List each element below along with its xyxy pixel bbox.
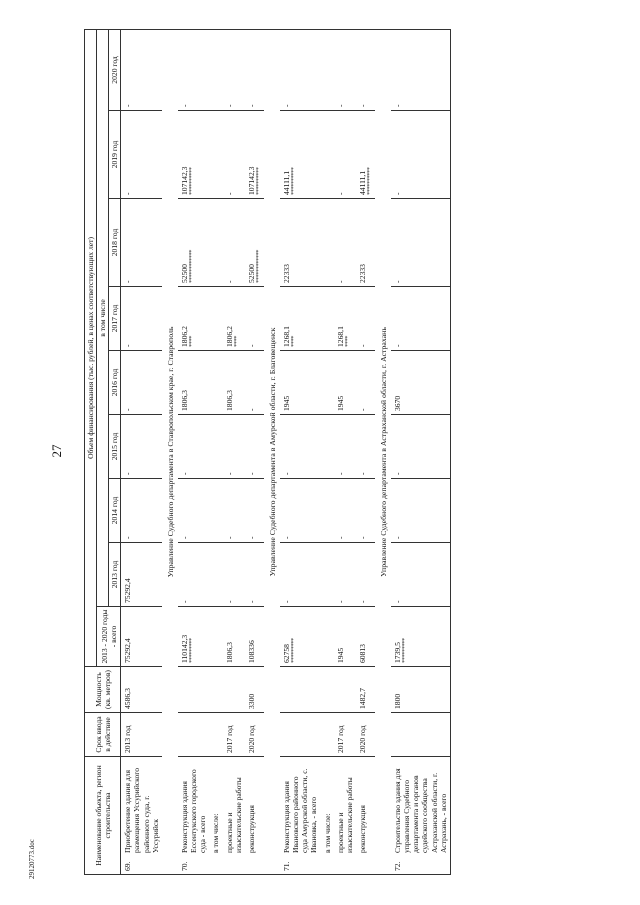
table-row xyxy=(334,29,356,874)
object-name-cell xyxy=(223,757,245,875)
year-cell-value: 52500 xyxy=(180,264,190,283)
year-cell xyxy=(356,111,375,199)
total-cell xyxy=(178,607,209,667)
object-name-cell xyxy=(280,757,320,875)
year-cell xyxy=(121,479,162,543)
year-cell xyxy=(209,287,222,351)
year-cell-value: - xyxy=(224,104,234,107)
capacity-cell xyxy=(223,667,245,713)
table-row xyxy=(321,29,334,874)
object-name-cell xyxy=(321,757,334,875)
year-cell xyxy=(280,287,320,351)
table-header xyxy=(85,29,121,874)
department-title: Управление Судебного департамента в Ставропольском крае, г. Ставрополь xyxy=(162,29,178,874)
year-cell-value: - xyxy=(393,600,403,603)
year-cell xyxy=(209,111,222,199)
year-cell xyxy=(334,199,356,287)
year-cell xyxy=(245,111,264,199)
year-cell xyxy=(356,543,375,607)
year-cell xyxy=(178,415,209,479)
year-cell-value: - xyxy=(335,472,345,475)
year-cell xyxy=(391,287,450,351)
year-cell-value: - xyxy=(393,344,403,347)
object-name-cell xyxy=(121,757,162,875)
rotated-sheet xyxy=(84,30,639,875)
year-cell xyxy=(245,543,264,607)
year-cell xyxy=(223,479,245,543)
year-cell xyxy=(321,287,334,351)
total-cell-stars: ********* xyxy=(401,638,409,663)
table-row xyxy=(121,29,162,874)
year-cell-value: - xyxy=(393,104,403,107)
year-cell xyxy=(223,287,245,351)
capacity-cell xyxy=(321,667,334,713)
capacity-cell: 1482,7 xyxy=(356,667,375,713)
year-cell xyxy=(334,415,356,479)
year-cell-value: 107142,3 xyxy=(180,166,190,195)
year-cell-value: - xyxy=(246,472,256,475)
capacity-cell xyxy=(178,667,209,713)
total-cell-value: 1739,5 xyxy=(393,642,403,663)
year-cell-value: - xyxy=(357,408,367,411)
year-cell-value: - xyxy=(357,600,367,603)
year-cell xyxy=(245,199,264,287)
year-cell-value: - xyxy=(123,104,133,107)
year-cell xyxy=(321,199,334,287)
total-cell-stars: ********* xyxy=(188,638,196,663)
year-cell-value: - xyxy=(224,192,234,195)
total-cell-value: 60813 xyxy=(357,644,367,663)
header-total: 2013 - 2020 годы - всего xyxy=(97,607,121,667)
year-cell-value: 107142,3 xyxy=(246,166,256,195)
year-cell xyxy=(321,415,334,479)
object-name-cell xyxy=(356,757,375,875)
year-cell-value: 1806,2 xyxy=(224,326,234,347)
table-row xyxy=(209,29,222,874)
year-cell-value: - xyxy=(246,104,256,107)
year-cell-value: - xyxy=(180,600,190,603)
header-year: 2016 год xyxy=(109,351,121,415)
object-name: реконструкция xyxy=(357,805,367,853)
year-cell-value: - xyxy=(393,536,403,539)
year-cell xyxy=(356,29,375,110)
year-cell xyxy=(178,199,209,287)
header-year: 2017 год xyxy=(109,287,121,351)
year-cell xyxy=(391,111,450,199)
deadline-cell: 2017 год xyxy=(334,713,356,757)
row-number: 69. xyxy=(123,861,133,871)
table-row xyxy=(356,29,375,874)
year-cell-value: 52500 xyxy=(246,264,256,283)
department-title: Управление Судебного департамента в Астраханской области, г. Астрахань xyxy=(375,29,391,874)
deadline-cell xyxy=(178,713,209,757)
total-cell-value: 75292,4 xyxy=(123,638,133,663)
page-number: 27 xyxy=(49,444,64,458)
total-cell xyxy=(391,607,450,667)
year-cell xyxy=(121,111,162,199)
object-name-cell xyxy=(391,757,450,875)
department-row xyxy=(264,29,280,874)
year-cell xyxy=(223,415,245,479)
year-cell-value: - xyxy=(335,600,345,603)
year-cell xyxy=(178,287,209,351)
year-cell-value: 1806,2 xyxy=(180,326,190,347)
year-cell-value: 75292,4 xyxy=(123,578,133,603)
table-row xyxy=(223,29,245,874)
total-cell xyxy=(121,607,162,667)
total-cell-value: 62758 xyxy=(282,644,292,663)
table-body xyxy=(121,29,450,874)
year-cell-value: - xyxy=(123,536,133,539)
year-cell-value: - xyxy=(335,104,345,107)
year-cell xyxy=(334,543,356,607)
total-cell xyxy=(356,607,375,667)
year-cell-value: - xyxy=(123,192,133,195)
year-cell-stars: ************ xyxy=(254,250,262,283)
year-cell-value: - xyxy=(123,344,133,347)
deadline-cell: 2017 год xyxy=(223,713,245,757)
year-cell xyxy=(209,351,222,415)
year-cell-value: - xyxy=(282,600,292,603)
document-code: 29120773.doc xyxy=(28,839,36,879)
year-cell-value: - xyxy=(282,472,292,475)
year-cell-stars: **** xyxy=(188,336,196,347)
year-cell xyxy=(391,543,450,607)
year-cell xyxy=(178,29,209,110)
year-cell-stars: ********** xyxy=(254,167,262,195)
capacity-cell: 1800 xyxy=(391,667,450,713)
object-name-cell xyxy=(334,757,356,875)
year-cell-value: 22333 xyxy=(357,264,367,283)
year-cell xyxy=(223,543,245,607)
total-cell xyxy=(321,607,334,667)
total-cell-value: 1806,3 xyxy=(224,642,234,663)
year-cell-value: 1806,3 xyxy=(180,390,190,411)
header-funding: Объем финансирования (тыс. рублей, в ценах соответствующих лет) xyxy=(85,29,97,666)
year-cell-stars: **** xyxy=(343,336,351,347)
year-cell xyxy=(223,29,245,110)
object-name: проектные и изыскательские работы xyxy=(335,777,354,853)
department-title: Управление Судебного департамента в Амурской области, г. Благовещенск xyxy=(264,29,280,874)
department-row xyxy=(162,29,178,874)
total-cell xyxy=(223,607,245,667)
deadline-cell xyxy=(209,713,222,757)
year-cell-value: - xyxy=(224,536,234,539)
year-cell xyxy=(356,199,375,287)
year-cell xyxy=(321,111,334,199)
year-cell xyxy=(321,351,334,415)
year-cell xyxy=(356,287,375,351)
year-cell-value: - xyxy=(335,280,345,283)
year-cell-value: 1945 xyxy=(335,395,345,411)
year-cell xyxy=(334,111,356,199)
year-cell xyxy=(334,479,356,543)
year-cell-value: - xyxy=(123,280,133,283)
year-cell-value: - xyxy=(357,536,367,539)
capacity-cell xyxy=(280,667,320,713)
total-cell-value: 1945 xyxy=(335,647,345,663)
table-row xyxy=(391,29,450,874)
year-cell xyxy=(245,415,264,479)
total-cell-value: 110142,3 xyxy=(180,634,190,663)
year-cell xyxy=(209,199,222,287)
year-cell-stars: **** xyxy=(232,336,240,347)
total-cell xyxy=(209,607,222,667)
header-year: 2013 год xyxy=(109,543,121,607)
header-year: 2014 год xyxy=(109,479,121,543)
year-cell-value: - xyxy=(393,192,403,195)
year-cell xyxy=(209,479,222,543)
object-name-cell xyxy=(178,757,209,875)
year-cell xyxy=(280,111,320,199)
row-number: 71. xyxy=(282,861,292,871)
capacity-cell: 3300 xyxy=(245,667,264,713)
year-cell-value: - xyxy=(246,600,256,603)
year-cell xyxy=(209,29,222,110)
year-cell xyxy=(178,351,209,415)
year-cell-value: - xyxy=(357,472,367,475)
deadline-cell: 2020 год xyxy=(356,713,375,757)
year-cell xyxy=(356,479,375,543)
year-cell-value: 1268,1 xyxy=(335,326,345,347)
year-cell xyxy=(334,287,356,351)
table-container xyxy=(84,30,639,875)
year-cell xyxy=(178,111,209,199)
year-cell xyxy=(223,111,245,199)
year-cell-value: - xyxy=(123,408,133,411)
year-cell-value: - xyxy=(282,536,292,539)
year-cell xyxy=(280,479,320,543)
year-cell-stars: **** xyxy=(290,336,298,347)
year-cell xyxy=(356,351,375,415)
year-cell xyxy=(245,479,264,543)
year-cell xyxy=(391,479,450,543)
year-cell-value: - xyxy=(357,344,367,347)
funding-table xyxy=(84,29,451,875)
year-cell xyxy=(321,29,334,110)
year-cell-stars: ********** xyxy=(188,167,196,195)
object-name-cell xyxy=(209,757,222,875)
header-year: 2019 год xyxy=(109,111,121,199)
year-cell xyxy=(121,287,162,351)
year-cell xyxy=(223,351,245,415)
header-year: 2020 год xyxy=(109,29,121,110)
capacity-cell xyxy=(209,667,222,713)
year-cell xyxy=(391,415,450,479)
year-cell-value: - xyxy=(246,408,256,411)
year-cell-value: - xyxy=(282,104,292,107)
year-cell xyxy=(209,543,222,607)
total-cell xyxy=(245,607,264,667)
year-cell-value: - xyxy=(393,472,403,475)
object-name: Реконструкция здания Ивановского районного суда Амурской области, с. Ивановка, - всего xyxy=(282,768,319,853)
total-cell-value: 108336 xyxy=(246,640,256,663)
year-cell xyxy=(223,199,245,287)
year-cell-stars: ********** xyxy=(365,167,373,195)
year-cell xyxy=(391,351,450,415)
year-cell xyxy=(121,199,162,287)
year-cell xyxy=(321,479,334,543)
year-cell-value: - xyxy=(393,280,403,283)
year-cell xyxy=(334,351,356,415)
year-cell-value: 22333 xyxy=(282,264,292,283)
capacity-cell: 4586,3 xyxy=(121,667,162,713)
year-cell xyxy=(178,479,209,543)
deadline-cell xyxy=(391,713,450,757)
year-cell-value: 1806,3 xyxy=(224,390,234,411)
object-name: реконструкция xyxy=(246,805,256,853)
deadline-cell: 2020 год xyxy=(245,713,264,757)
row-number: 70. xyxy=(180,861,190,871)
object-name: в том числе: xyxy=(322,813,332,853)
total-cell xyxy=(334,607,356,667)
header-deadline: Срок ввода в действие xyxy=(85,713,121,757)
year-cell-value: 44111,1 xyxy=(357,170,367,195)
year-cell xyxy=(280,415,320,479)
year-cell xyxy=(280,351,320,415)
year-cell xyxy=(356,415,375,479)
year-cell-value: - xyxy=(335,192,345,195)
object-name: Строительство здания для управления Судебного департамента и органов судейского сообщества Астраханской области, г. Астрахань, - всего xyxy=(393,768,448,853)
year-cell xyxy=(280,199,320,287)
table-row xyxy=(178,29,209,874)
year-cell-value: - xyxy=(224,280,234,283)
row-number: 72. xyxy=(393,861,403,871)
year-cell-stars: ********** xyxy=(290,167,298,195)
total-cell-stars: ********* xyxy=(290,638,298,663)
year-cell xyxy=(391,199,450,287)
year-cell xyxy=(280,543,320,607)
year-cell-value: 1268,1 xyxy=(282,326,292,347)
object-name: проектные и изыскательские работы xyxy=(224,777,243,853)
year-cell xyxy=(280,29,320,110)
deadline-cell xyxy=(321,713,334,757)
capacity-cell xyxy=(334,667,356,713)
year-cell-value: - xyxy=(224,472,234,475)
object-name-cell xyxy=(245,757,264,875)
year-cell-value: 1945 xyxy=(282,395,292,411)
year-cell-value: 3670 xyxy=(393,395,403,411)
table-row xyxy=(280,29,320,874)
year-cell-value: - xyxy=(246,344,256,347)
deadline-cell xyxy=(280,713,320,757)
header-year: 2018 год xyxy=(109,199,121,287)
year-cell xyxy=(245,29,264,110)
year-cell-value: - xyxy=(123,472,133,475)
year-cell-value: - xyxy=(180,536,190,539)
year-cell-value: - xyxy=(357,104,367,107)
year-cell-value: - xyxy=(180,104,190,107)
year-cell-value: - xyxy=(180,472,190,475)
table-row xyxy=(245,29,264,874)
object-name: в том числе: xyxy=(211,813,221,853)
year-cell xyxy=(121,543,162,607)
header-year: 2015 год xyxy=(109,415,121,479)
header-including: в том числе xyxy=(97,29,109,606)
object-name: Реконструкция здания Ессентукского городского суда - всего xyxy=(180,769,208,853)
header-capacity: Мощность (кв. метров) xyxy=(85,667,121,713)
total-cell xyxy=(280,607,320,667)
year-cell xyxy=(121,29,162,110)
year-cell xyxy=(245,351,264,415)
year-cell-value: - xyxy=(335,536,345,539)
year-cell xyxy=(334,29,356,110)
year-cell xyxy=(121,415,162,479)
object-name: Приобретение здания для размещения Уссурийского районного суда, г. Уссурийск xyxy=(123,768,160,853)
year-cell-value: - xyxy=(224,600,234,603)
year-cell xyxy=(391,29,450,110)
year-cell-value: - xyxy=(246,536,256,539)
header-name: Наименование объекта, регион строительства xyxy=(85,757,121,875)
year-cell xyxy=(321,543,334,607)
year-cell xyxy=(209,415,222,479)
year-cell-stars: ************ xyxy=(188,250,196,283)
department-row xyxy=(375,29,391,874)
year-cell xyxy=(121,351,162,415)
year-cell xyxy=(245,287,264,351)
year-cell xyxy=(178,543,209,607)
deadline-cell: 2013 год xyxy=(121,713,162,757)
year-cell-value: 44111,1 xyxy=(282,170,292,195)
